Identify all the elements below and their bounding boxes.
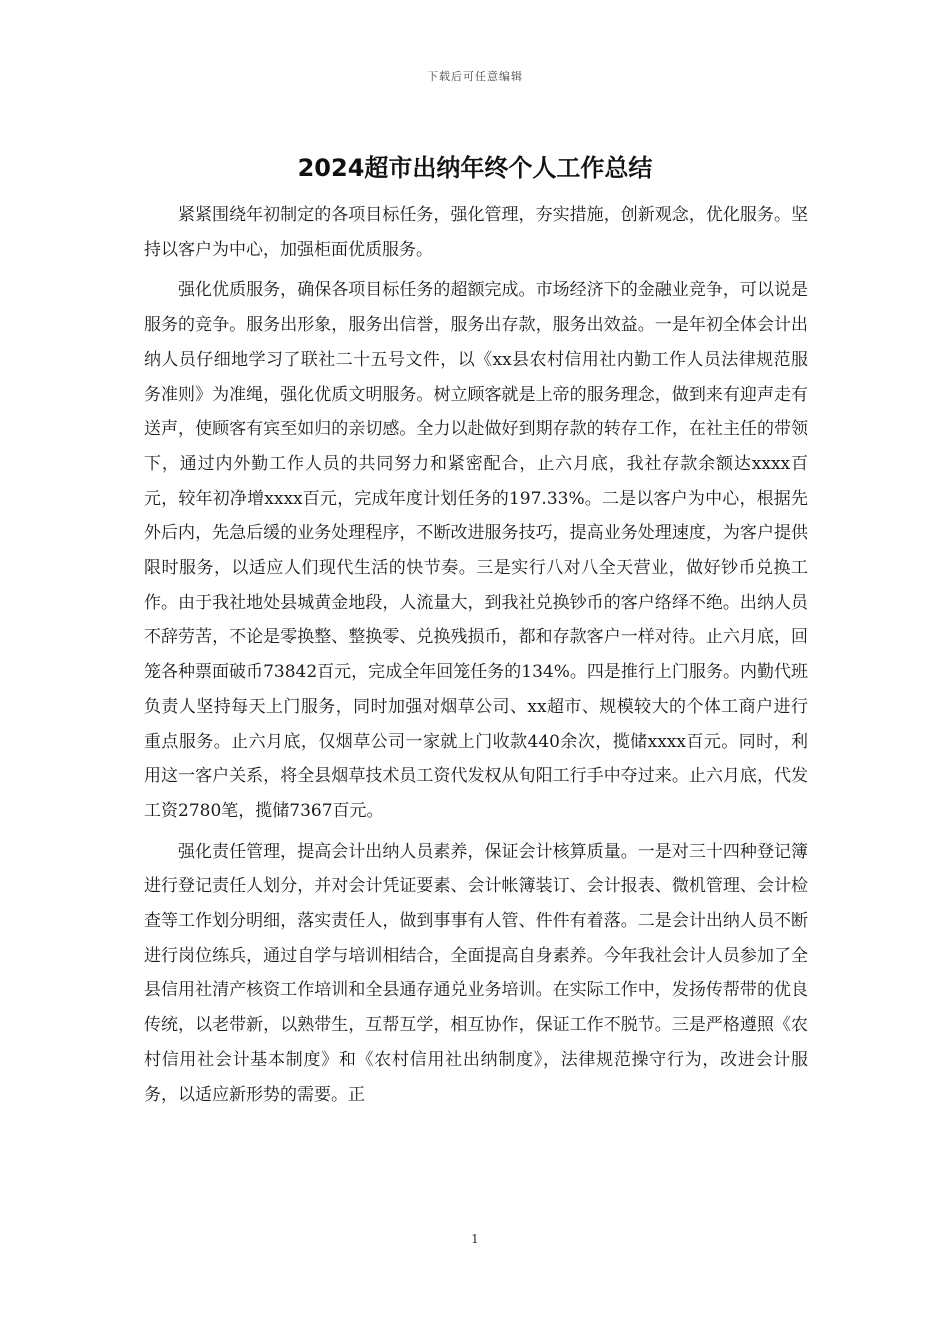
paragraph-intro: 紧紧围绕年初制定的各项目标任务，强化管理，夯实措施，创新观念，优化服务。坚持以客户为中心，加强柜面优质服务。 [144,205,808,260]
document-body [144,198,808,1112]
page-number: 1 [471,1232,479,1246]
page-header-note: 下载后可任意编辑 [427,70,523,83]
paragraph-service: 强化优质服务，确保各项目标任务的超额完成。市场经济下的金融业竞争，可以说是服务的竞争。服务出形象，服务出信誉，服务出存款，服务出效益。一是年初全体会计出纳人员仔细地学习了联社二十五号文件，以《xx县农村信用社内勤工作人员法律规范服务准则》为准绳，强化优质文明服务。树立顾客就是上帝的服务理念，做到来有迎声走有送声，使顾客有宾至如归的亲切感。全力以赴做好到期存款的转存工作，在社主任的带领下，通过内外勤工作人员的共同努力和紧密配合，止六月底，我社存款余额达xxxx百元，较年初净增xxxx百元，完成年度计划任务的197.33%。二是以客户为中心，根据先外后内，先急后缓的业务处理程序，不断改进服务技巧，提高业务处理速度，为客户提供限时服务，以适应人们现代生活的快节奏。三是实行八对八全天营业，做好钞币兑换工作。由于我社地处县城黄金地段，人流量大，到我社兑换钞币的客户络绎不绝。出纳人员不辞劳苦，不论是零换整、整换零、兑换残损币，都和存款客户一样对待。止六月底，回笼各种票面破币73842百元，完成全年回笼任务的134%。四是推行上门服务。内勤代班负责人坚持每天上门服务，同时加强对烟草公司、xx超市、规模较大的个体工商户进行重点服务。止六月底，仅烟草公司一家就上门收款440余次，揽储xxxx百元。同时，利用这一客户关系，将全县烟草技术员工资代发权从旬阳工行手中夺过来。止六月底，代发工资2780笔，揽储7367百元。 [144,280,808,821]
paragraph-responsibility: 强化责任管理，提高会计出纳人员素养，保证会计核算质量。一是对三十四种登记簿进行登记责任人划分，并对会计凭证要素、会计帐簿装订、会计报表、微机管理、会计检查等工作划分明细，落实责任人，做到事事有人管、件件有着落。二是会计出纳人员不断进行岗位练兵，通过自学与培训相结合，全面提高自身素养。今年我社会计人员参加了全县信用社清产核资工作培训和全县通存通兑业务培训。在实际工作中，发扬传帮带的优良传统，以老带新，以熟带生，互帮互学，相互协作，保证工作不脱节。三是严格遵照《农村信用社会计基本制度》和《农村信用社出纳制度》，法律规范操守行为，改进会计服务，以适应新形势的需要。正 [144,841,808,1105]
document-title: 2024超市出纳年终个人工作总结 [297,154,653,182]
